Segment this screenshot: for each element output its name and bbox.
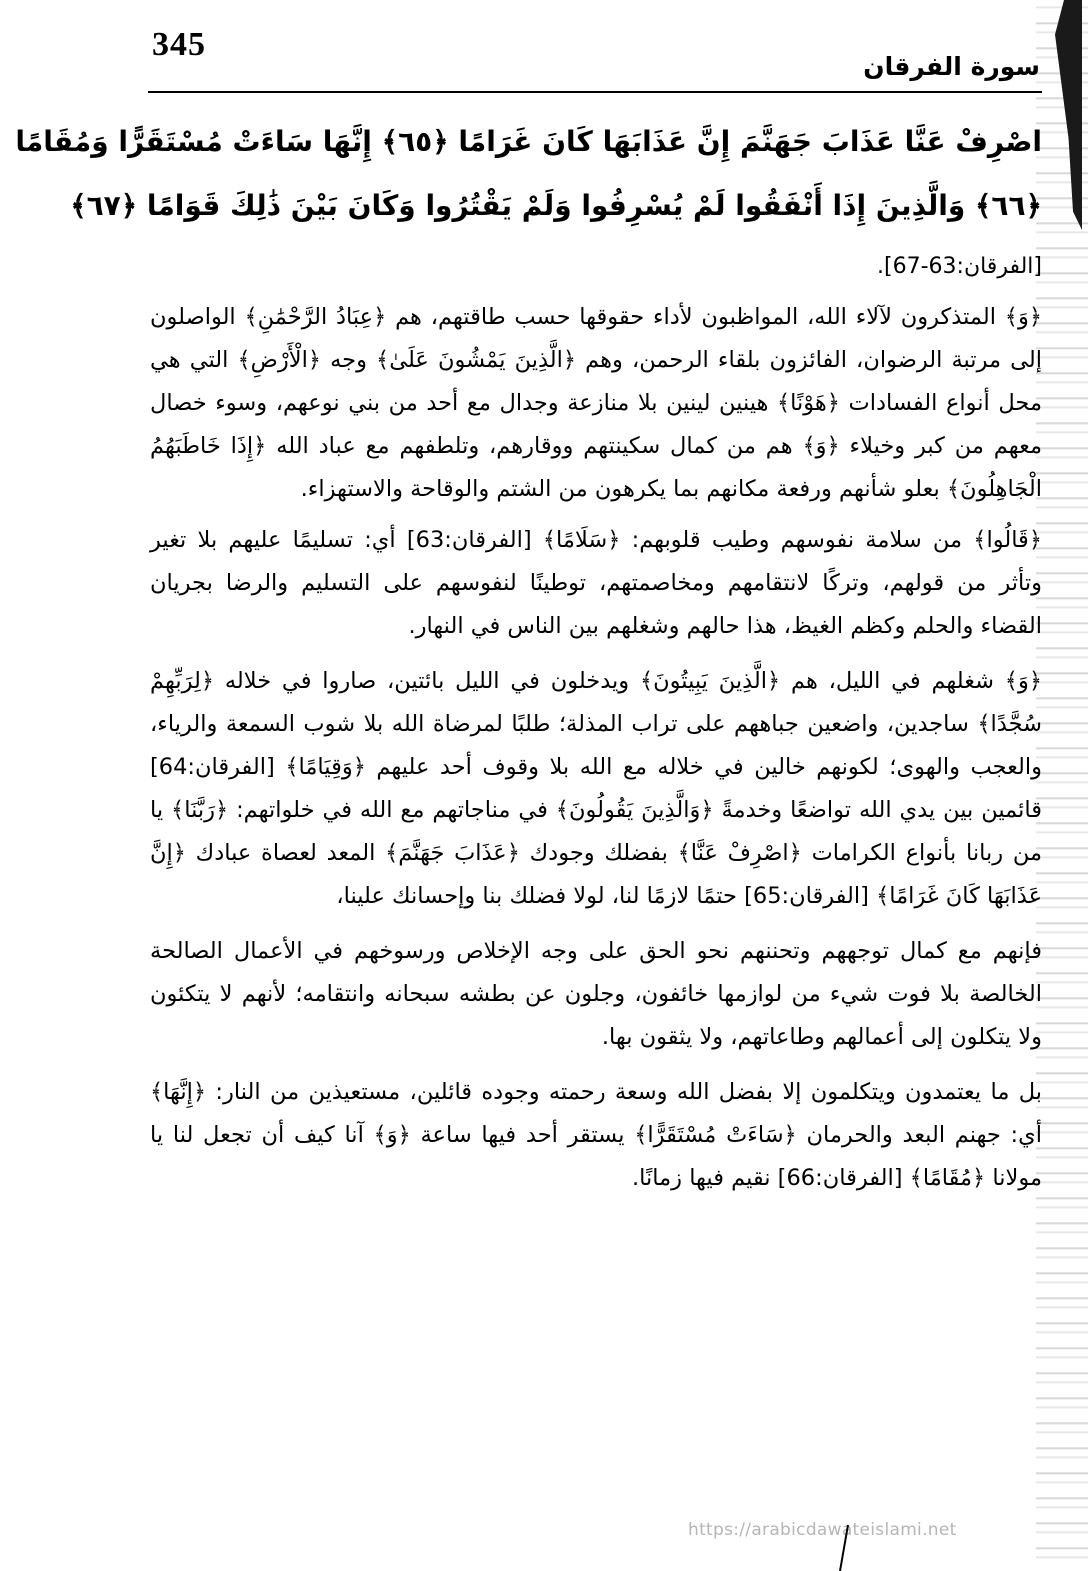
page-number: 345 [152,26,206,63]
watermark-url: https://arabicdawateislami.net [688,1520,957,1540]
header-divider [148,91,1042,93]
tafsir-body [150,296,1042,1212]
verse-reference: [الفرقان:63-67]. [877,254,1042,279]
paragraph-3: ﴿وَ﴾ شغلهم في الليل، هم ﴿الَّذِينَ يَبِيتُونَ﴾ ويدخلون في الليل بائتين، صاروا في خلاله ﴿لِرَبِّهِمْ سُجَّدًا﴾ ساجدين، واضعين جباههم على تراب المذلة؛ طلبًا لمرضاة الله بلا شوب السمعة والرياء، والعجب والهوى؛ لكونهم خالين في خلاله مع الله بلا وقوف أحد عليهم ﴿وَقِيَامًا﴾ [الفرقان:64] قائمين بين يدي الله تواضعًا وخدمةً ﴿وَالَّذِينَ يَقُولُونَ﴾ في مناجاتهم مع الله في خلواتهم: ﴿رَبَّنَا﴾ يا من ربانا بأنواع الكرامات ﴿اصْرِفْ عَنَّا﴾ بفضلك وجودك ﴿عَذَابَ جَهَنَّمَ﴾ المعد لعصاة عبادك ﴿إِنَّ عَذَابَهَا كَانَ غَرَامًا﴾ [الفرقان:65] حتمًا لازمًا لنا، لولا فضلك بنا وإحسانك علينا، [150,668,1042,909]
paragraph-4: فإنهم مع كمال توجههم وتحننهم نحو الحق على وجه الإخلاص ورسوخهم في الأعمال الصالحة الخالصة بلا فوت شيء من لوازمها خائفون، وجلون عن بطشه سبحانه وانتقامه؛ لأنهم لا يتكئون ولا يتكلون إلى أعمالهم وطاعاتهم، ولا يثقون بها. [150,938,1042,1050]
quran-verses-block [15,110,1042,238]
paragraph-1: ﴿وَ﴾ المتذكرون لآلاء الله، المواظبون لأداء حقوقها حسب طاقتهم، هم ﴿عِبَادُ الرَّحْمَٰنِ﴾ الواصلون إلى مرتبة الرضوان، الفائزون بلقاء الرحمن، وهم ﴿الَّذِينَ يَمْشُونَ عَلَىٰ﴾ وجه ﴿الْأَرْضِ﴾ التي هي محل أنواع الفسادات ﴿هَوْنًا﴾ هينين لينين بلا منازعة وجدال مع أحد من بني نوعهم، وسوء خصال معهم من كبر وخيلاء ﴿وَ﴾ هم من كمال سكينتهم ووقارهم، وتلطفهم مع عباد الله ﴿إِذَا خَاطَبَهُمُ الْجَاهِلُونَ﴾ بعلو شأنهم ورفعة مكانهم بما يكرهون من الشتم والوقاحة والاستهزاء. [150,304,1042,502]
scan-edge [1036,0,1088,1571]
paragraph-5: بل ما يعتمدون ويتكلمون إلا بفضل الله وسعة رحمته وجوده قائلين، مستعيذين من النار: ﴿إِنَّهَا﴾ أي: جهنم البعد والحرمان ﴿سَاءَتْ مُسْتَقَرًّا﴾ يستقر أحد فيها ساعة ﴿وَ﴾ آنا كيف أن تجعل لنا يا مولانا ﴿مُقَامًا﴾ [الفرقان:66] نقيم فيها زمانًا. [150,1079,1042,1191]
paragraph-2: ﴿قَالُوا﴾ من سلامة نفوسهم وطيب قلوبهم: ﴿سَلَامًا﴾ [الفرقان:63] أي: تسليمًا عليهم بلا تغير وتأثر من قولهم، وتركًا لانتقامهم ومخاصمتهم، توطينًا لنفوسهم على التسليم والرضا بجريان القضاء والحلم وكظم الغيظ، هذا حالهم وشغلهم بين الناس في النهار. [150,527,1042,639]
verse-line-1: اصْرِفْ عَنَّا عَذَابَ جَهَنَّمَ إِنَّ عَذَابَهَا كَانَ غَرَامًا ﴿٦٥﴾ إِنَّهَا سَاءَتْ مُسْتَقَرًّا وَمُقَامًا [15,125,1042,158]
verse-line-2: ﴿٦٦﴾ وَالَّذِينَ إِذَا أَنْفَقُوا لَمْ يُسْرِفُوا وَلَمْ يَقْتُرُوا وَكَانَ بَيْنَ ذَٰلِكَ قَوَامًا ﴿٦٧﴾ [70,189,1042,222]
surah-title: سورة الفرقان [863,52,1040,81]
pen-stroke-mark [836,1525,852,1571]
